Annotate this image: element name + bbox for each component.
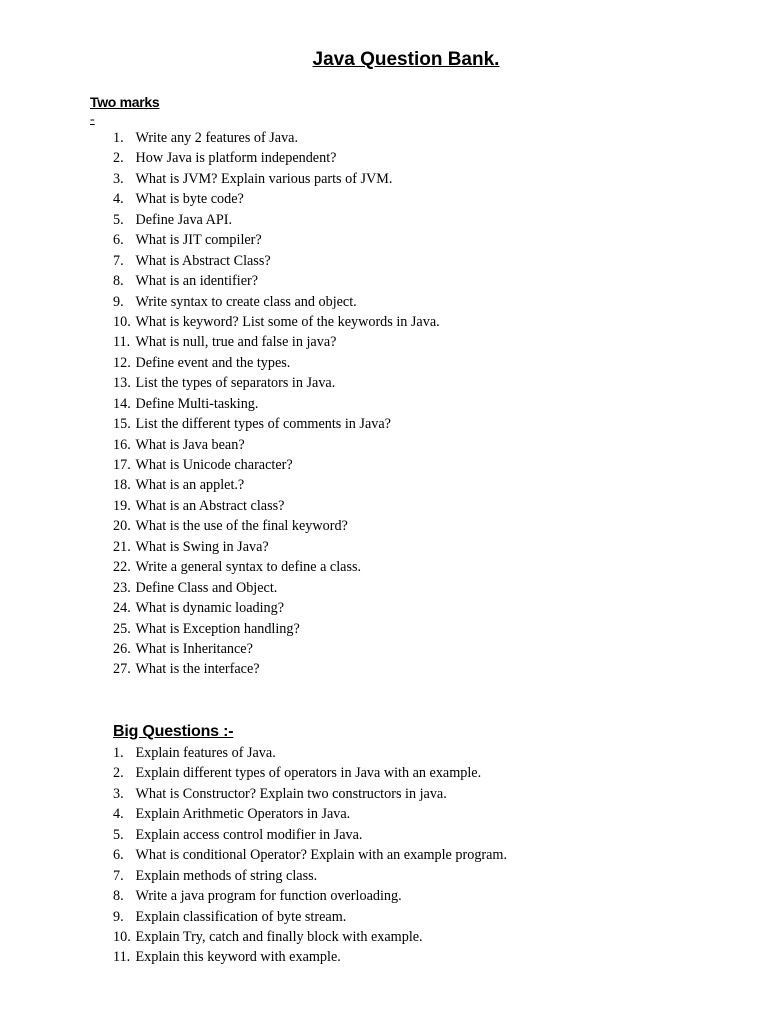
question-text: Explain this keyword with example. (135, 949, 341, 966)
question-number: 14. (113, 395, 131, 412)
question-number: 6. (113, 232, 124, 249)
question-text: What is Swing in Java? (135, 538, 269, 555)
question-text: What is Unicode character? (135, 457, 293, 473)
question-text: List the types of separators in Java. (135, 375, 336, 392)
question-number: 11. (113, 949, 131, 966)
question-text: What is Abstract Class? (135, 252, 271, 269)
question-text: Define Class and Object. (135, 579, 278, 596)
question-text: Explain classification of byte stream. (135, 908, 347, 925)
question-number: 1. (113, 745, 124, 761)
question-number: 2. (113, 765, 124, 782)
question-number: 20. (113, 518, 131, 535)
question-number: 4. (113, 806, 124, 823)
question-text: What is the interface? (135, 661, 260, 678)
question-number: 15. (113, 416, 131, 433)
question-text: What is JVM? Explain various parts of JVM. (135, 170, 393, 187)
question-text: Explain Arithmetic Operators in Java. (135, 806, 351, 823)
question-text: Explain methods of string class. (135, 867, 318, 884)
question-number: 2. (113, 150, 124, 167)
question-text: Write any 2 features of Java. (135, 130, 299, 146)
question-text: Write syntax to create class and object. (135, 293, 357, 310)
stray-mark: - (90, 112, 95, 127)
question-text: What is keyword? List some of the keywords in Java. (135, 313, 440, 330)
question-text: List the different types of comments in Java? (135, 416, 391, 433)
question-number: 27. (113, 661, 131, 678)
question-text: What is JIT compiler? (135, 232, 262, 249)
question-number: 16. (113, 436, 131, 453)
question-text: What is the use of the final keyword? (135, 518, 348, 535)
question-text: What is an applet.? (135, 477, 245, 494)
question-text: What is byte code? (135, 191, 244, 208)
question-number: 19. (113, 497, 131, 514)
question-number: 3. (113, 170, 124, 187)
question-number: 18. (113, 477, 131, 494)
question-number: 5. (113, 211, 124, 228)
question-number: 25. (113, 620, 131, 637)
two-marks-heading: Two marks (90, 94, 160, 110)
question-number: 7. (113, 252, 124, 269)
question-number: 5. (113, 826, 124, 843)
question-number: 4. (113, 191, 124, 208)
question-text: What is an Abstract class? (135, 497, 285, 514)
question-text: What is Java bean? (135, 436, 245, 453)
question-text: How Java is platform independent? (135, 150, 337, 167)
question-number: 23. (113, 579, 131, 596)
question-number: 21. (113, 538, 131, 555)
question-text: Write a java program for function overloading. (135, 888, 402, 905)
question-number: 7. (113, 867, 124, 884)
question-text: Explain Try, catch and finally block with example. (135, 928, 423, 945)
question-text: Write a general syntax to define a class. (135, 559, 362, 576)
question-text: Explain different types of operators in Java with an example. (135, 765, 482, 782)
question-text: What is an identifier? (135, 273, 259, 290)
question-number: 10. (113, 928, 131, 945)
question-number: 1. (113, 130, 124, 146)
question-number: 24. (113, 600, 131, 617)
question-number: 11. (113, 334, 131, 351)
question-text: Define event and the types. (135, 354, 291, 371)
question-number: 9. (113, 908, 124, 925)
big-questions-heading: Big Questions :- (113, 723, 234, 740)
question-number: 26. (113, 640, 131, 657)
question-number: 8. (113, 273, 124, 290)
question-number: 3. (113, 785, 124, 802)
question-text: Define Multi-tasking. (135, 395, 259, 412)
question-number: 17. (113, 457, 131, 473)
question-number: 8. (113, 888, 124, 905)
question-text: Explain features of Java. (135, 745, 276, 761)
question-number: 9. (113, 293, 124, 310)
question-number: 13. (113, 375, 131, 392)
question-text: What is conditional Operator? Explain with an example program. (135, 847, 508, 864)
question-number: 10. (113, 313, 131, 330)
page-title: Java Question Bank. (312, 49, 500, 70)
question-number: 22. (113, 559, 131, 576)
question-number: 6. (113, 847, 124, 864)
question-text: What is dynamic loading? (135, 600, 285, 617)
question-number: 12. (113, 354, 131, 371)
question-text: What is Inheritance? (135, 640, 253, 657)
question-text: What is Exception handling? (135, 620, 300, 637)
question-text: What is Constructor? Explain two constructors in java. (135, 785, 447, 802)
question-text: What is null, true and false in java? (135, 334, 337, 351)
question-text: Define Java API. (135, 211, 233, 228)
question-text: Explain access control modifier in Java. (135, 826, 363, 843)
